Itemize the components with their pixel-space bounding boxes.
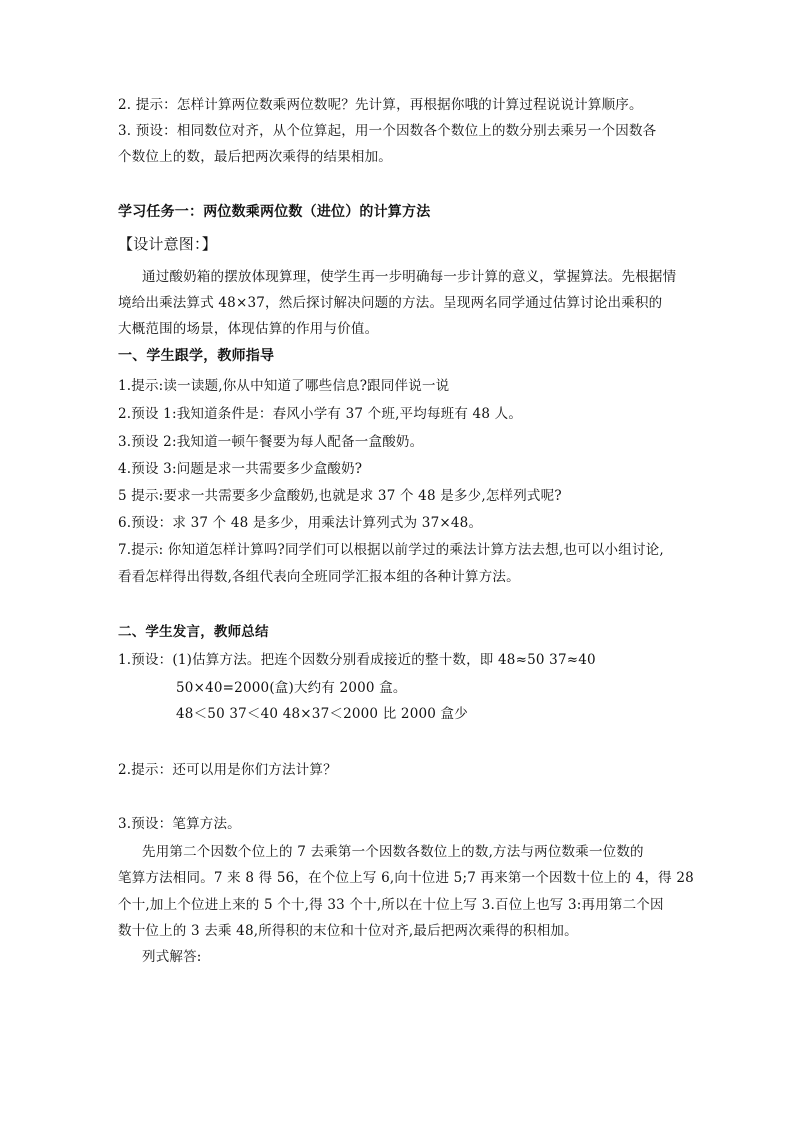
section1-item: 3.预设 2:我知道一顿午餐要为每人配备一盒酸奶。 xyxy=(118,434,424,450)
section1-title: 一、学生跟学，教师指导 xyxy=(118,348,275,364)
written-method-title: 3.预设：笔算方法。 xyxy=(118,816,241,832)
estimate-line-2: 50×40=2000(盒)大约有 2000 盒。 xyxy=(176,680,407,696)
written-method-line-3: 个十,加上个位进上来的 5 个十,得 33 个十,所以在十位上写 3.百位上也写 3:再用第二个因 xyxy=(118,897,664,913)
written-method-line-4: 数十位上的 3 去乘 48,所得积的末位和十位对齐,最后把两次乘得的积相加。 xyxy=(118,923,578,939)
section1-item: 6.预设：求 37 个 48 是多少，用乘法计算列式为 37×48。 xyxy=(118,515,483,531)
answer-label: 列式解答: xyxy=(142,949,202,965)
section1-item: 5 提示:要求一共需要多少盒酸奶,也就是求 37 个 48 是多少,怎样列式呢? xyxy=(118,488,562,504)
section2-hint: 2.提示：还可以用是你们方法计算？ xyxy=(118,762,337,778)
written-method-line-2: 笔算方法相同。7 来 8 得 56，在个位上写 6,向十位进 5;7 再来第一个因数十位上的 4，得 28 xyxy=(118,870,694,886)
estimate-line-1: 1.预设：(1)估算方法。把连个因数分别看成接近的整十数，即 48≈50 37≈40 xyxy=(118,652,596,668)
task-title: 学习任务一：两位数乘两位数（进位）的计算方法 xyxy=(118,204,431,220)
section1-item: 2.预设 1:我知道条件是：春风小学有 37 个班,平均每班有 48 人。 xyxy=(118,406,523,422)
written-method-line-1: 先用第二个因数个位上的 7 去乘第一个因数各数位上的数,方法与两位数乘一位数的 xyxy=(142,844,644,860)
design-paragraph-line-1: 通过酸奶箱的摆放体现算理，使学生再一步明确每一步计算的意义，掌握算法。先根据情 xyxy=(142,269,677,285)
design-paragraph-line-3: 大概范围的场景，体现估算的作用与价值。 xyxy=(118,321,379,337)
intro-line-1: 2. 提示：怎样计算两位数乘两位数呢？先计算，再根据你哦的计算过程说说计算顺序。 xyxy=(118,97,643,113)
section1-item: 4.预设 3:问题是求一共需要多少盒酸奶? xyxy=(118,461,363,477)
intro-line-3: 个数位上的数，最后把两次乘得的结果相加。 xyxy=(118,149,392,165)
section1-item: 7.提示: 你知道怎样计算吗?同学们可以根据以前学过的乘法计算方法去想,也可以小组讨论, xyxy=(118,542,664,558)
design-paragraph-line-2: 境给出乘法算式 48×37，然后探讨解决问题的方法。呈现两名同学通过估算讨论出乘积的 xyxy=(118,295,663,311)
section1-item: 看看怎样得出得数,各组代表向全班同学汇报本组的各种计算方法。 xyxy=(118,569,520,585)
estimate-line-3: 48＜50 37＜40 48×37＜2000 比 2000 盒少 xyxy=(176,706,468,722)
intro-line-2: 3. 预设：相同数位对齐，从个位算起，用一个因数各个数位上的数分别去乘另一个因数各 xyxy=(118,123,657,139)
section1-item: 1.提示:读一读题,你从中知道了哪些信息?跟同伴说一说 xyxy=(118,378,450,394)
section2-title: 二、学生发言，教师总结 xyxy=(118,624,269,640)
design-label: 【设计意图：】 xyxy=(118,235,217,253)
